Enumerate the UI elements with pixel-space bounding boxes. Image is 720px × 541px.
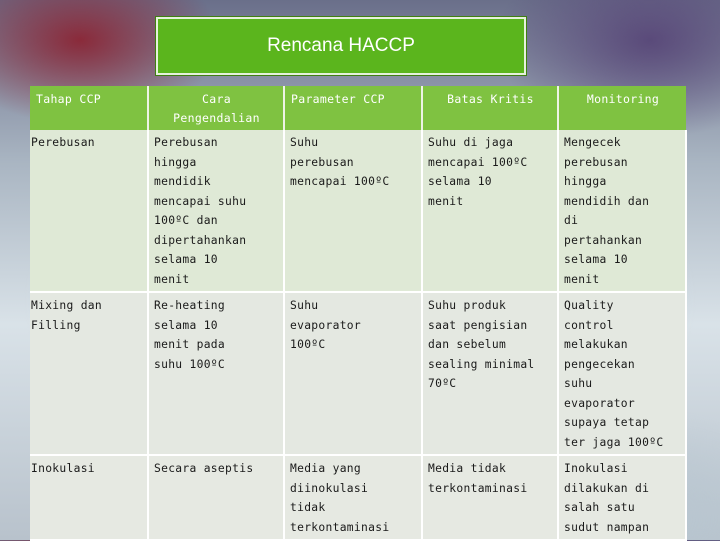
haccp-table-container	[30, 86, 686, 534]
cell-control: Re-heating selama 10 menit pada suhu 100ºC	[148, 292, 284, 455]
table-header-row	[30, 86, 686, 130]
cell-limit: Media tidak terkontaminasi	[422, 455, 558, 540]
haccp-table	[30, 86, 687, 541]
header-cara-pengendalian: Cara Pengendalian	[148, 86, 284, 130]
cell-stage: Inokulasi	[30, 455, 148, 540]
cell-monitoring: Quality control melakukan pengecekan suhu evaporator supaya tetap ter jaga 100ºC	[558, 292, 686, 455]
cell-limit: Suhu produk saat pengisian dan sebelum sealing minimal 70ºC	[422, 292, 558, 455]
cell-monitoring: Inokulasi dilakukan di salah satu sudut nampan	[558, 455, 686, 540]
cell-monitoring: Mengecek perebusan hingga mendidih dan di pertahankan selama 10 menit	[558, 130, 686, 292]
header-monitoring: Monitoring	[558, 86, 686, 130]
cell-control: Secara aseptis	[148, 455, 284, 540]
header-batas-kritis: Batas Kritis	[422, 86, 558, 130]
table-row	[30, 292, 686, 455]
header-tahap-ccp: Tahap CCP	[30, 86, 148, 130]
cell-control: Perebusan hingga mendidik mencapai suhu 100ºC dan dipertahankan selama 10 menit	[148, 130, 284, 292]
cell-parameter: Media yang diinokulasi tidak terkontaminasi	[284, 455, 422, 540]
cell-stage: Perebusan	[30, 130, 148, 292]
cell-parameter: Suhu perebusan mencapai 100ºC	[284, 130, 422, 292]
slide-title-text: Rencana HACCP	[267, 35, 415, 56]
table-row	[30, 130, 686, 292]
slide-title	[156, 17, 526, 75]
cell-limit: Suhu di jaga mencapai 100ºC selama 10 menit	[422, 130, 558, 292]
cell-stage: Mixing dan Filling	[30, 292, 148, 455]
cell-parameter: Suhu evaporator 100ºC	[284, 292, 422, 455]
header-parameter-ccp: Parameter CCP	[284, 86, 422, 130]
table-row	[30, 455, 686, 540]
